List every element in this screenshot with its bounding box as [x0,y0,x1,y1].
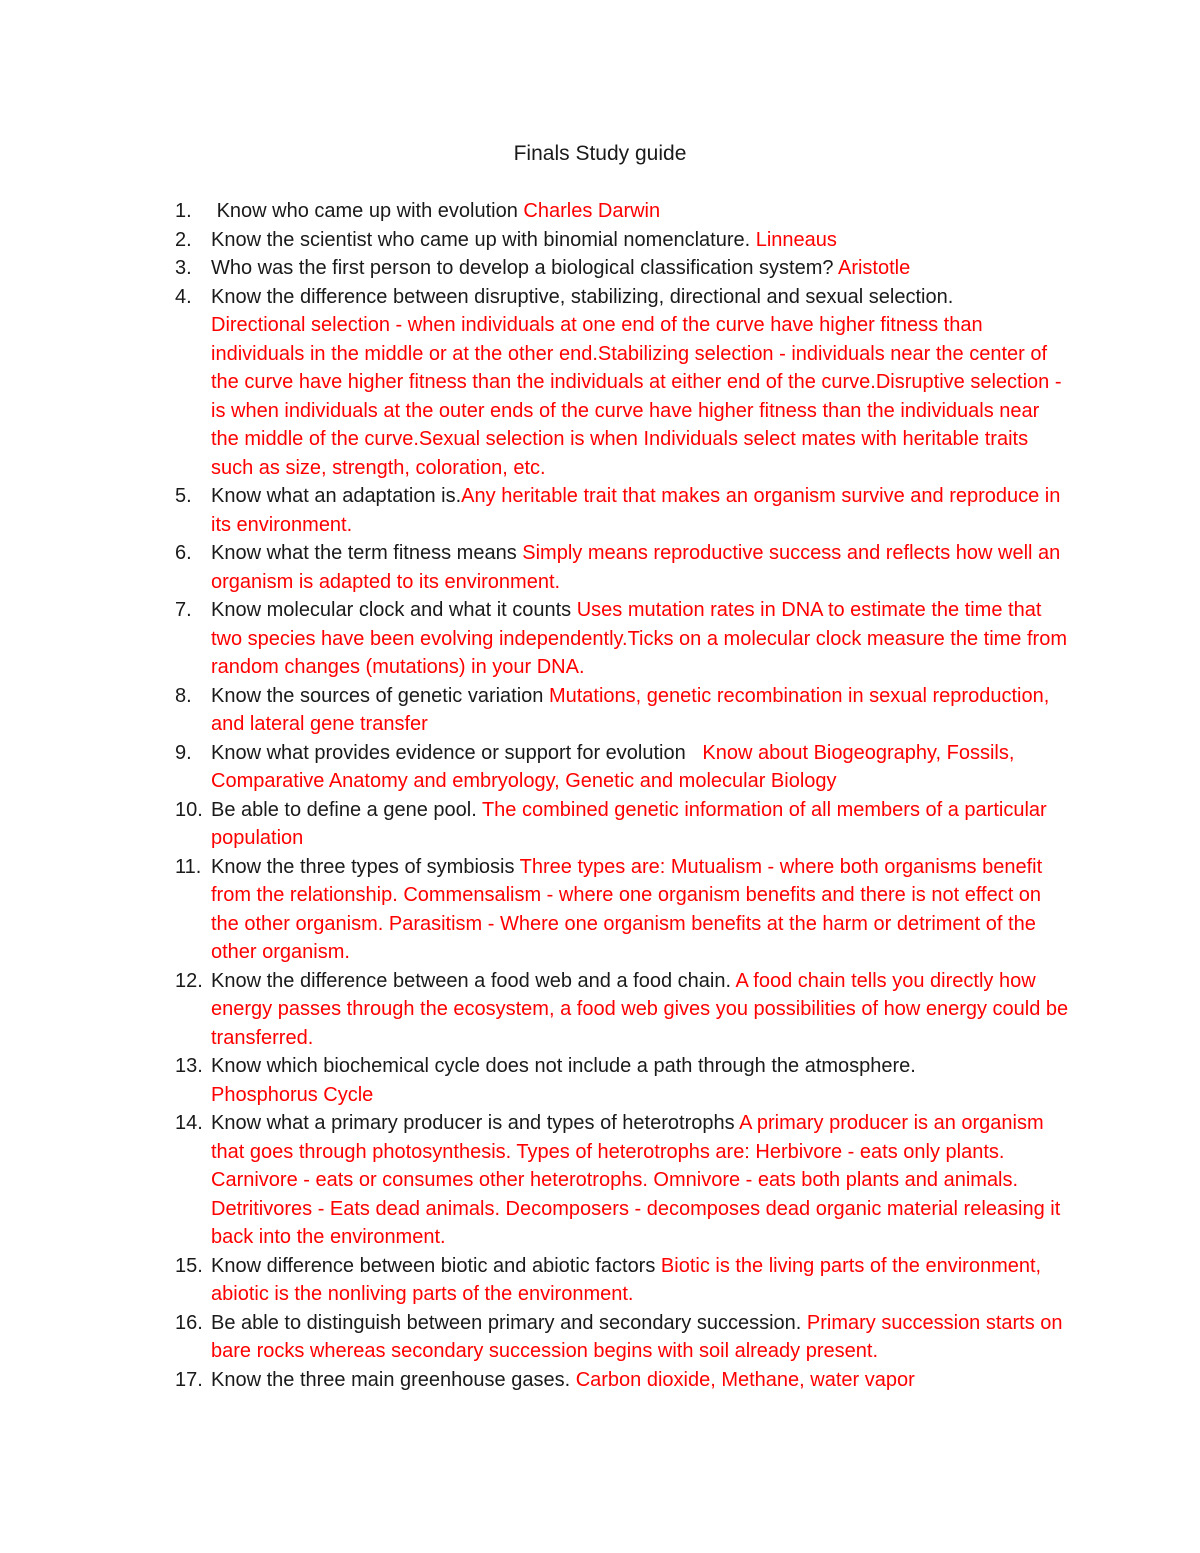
question-item [0,197,1200,226]
question-item [0,226,1200,255]
answer-text: Aristotle [837,257,911,279]
question-item [0,1052,1200,1109]
question-body [211,1052,1071,1109]
question-number: 17. [175,1368,203,1391]
answer-text: Mutations, genetic recombination in sexual reproduction, and lateral gene transfer [211,684,1050,735]
question-text: Know what an adaptation is. [211,485,462,507]
answer-text: Biotic is the living parts of the environment, abiotic is the nonliving parts of the environment. [211,1254,1042,1305]
question-number: 4. [175,285,192,308]
question-number: 9. [175,741,192,764]
answer-text: Charles Darwin [523,200,661,222]
question-body [211,967,1071,1053]
question-number: 2. [175,228,192,251]
question-item [0,1366,1200,1395]
question-item [0,596,1200,682]
question-number: 15. [175,1254,203,1277]
question-text: Who was the first person to develop a biological classification system? [211,257,838,279]
question-body [211,226,1071,255]
question-body [211,682,1071,739]
answer-text: Know about Biogeography, Fossils, Comparative Anatomy and embryology, Genetic and molecular Biology [211,741,1015,792]
question-text: Know the difference between disruptive, stabilizing, directional and sexual selection. [211,285,954,308]
question-number: 3. [175,257,192,279]
question-body [211,482,1071,539]
question-item [0,283,1200,483]
question-item [0,1309,1200,1366]
answer-text: Phosphorus Cycle [211,1083,374,1106]
question-text: Be able to define a gene pool. [211,798,482,821]
question-body [211,197,1071,226]
question-item [0,853,1200,967]
question-number: 10. [175,798,203,821]
question-body [211,853,1071,967]
question-text: Know difference between biotic and abiotic factors [211,1254,661,1277]
question-text: Know the three types of symbiosis [211,855,520,878]
question-item [0,539,1200,596]
answer-text: The combined genetic information of all members of a particular population [211,798,1047,849]
question-body [211,739,1071,796]
question-number: 5. [175,485,192,507]
answer-text: Carbon dioxide, Methane, water vapor [575,1368,915,1391]
question-text: Know who came up with evolution [211,200,524,222]
question-body [211,1252,1071,1309]
question-number: 12. [175,969,203,992]
question-text: Know the scientist who came up with binomial nomenclature. [211,228,756,251]
question-list [0,197,1200,1394]
question-number: 13. [175,1055,203,1077]
question-text: Know the difference between a food web and a food chain. [211,969,736,992]
question-text: Know what the term fitness means [211,542,523,564]
question-text: Know the three main greenhouse gases. [211,1368,576,1391]
question-number: 8. [175,684,192,707]
question-number: 14. [175,1112,203,1134]
question-item [0,1109,1200,1252]
question-body [211,596,1071,682]
question-text: Know which biochemical cycle does not include a path through the atmosphere. [211,1055,916,1077]
question-text: Know what a primary producer is and types of heterotrophs [211,1112,740,1134]
answer-text: Any heritable trait that makes an organism survive and reproduce in its environment. [211,485,1061,536]
answer-text: Simply means reproductive success and reflects how well an organism is adapted to its environment. [211,542,1061,593]
question-body [211,796,1071,853]
question-item [0,796,1200,853]
question-body [211,254,1071,283]
answer-text: Primary succession starts on bare rocks whereas secondary succession begins with soil already present. [211,1311,1063,1362]
question-text: Know molecular clock and what it counts [211,599,577,621]
answer-text: Linneaus [755,228,837,251]
question-item [0,967,1200,1053]
question-item [0,682,1200,739]
question-number: 7. [175,599,192,621]
question-body [211,539,1071,596]
question-number: 16. [175,1311,203,1334]
question-number: 11. [175,855,202,878]
answer-text: Uses mutation rates in DNA to estimate the time that two species have been evolving independently.Ticks on a molecular clock measure the time from random changes (mutations) in your DNA. [211,599,1067,678]
document-title: Finals Study guide [513,142,687,165]
question-body [211,1366,1071,1395]
answer-text: A food chain tells you directly how energy passes through the ecosystem, a food web gives you possibilities of how energy could be transferred. [211,969,1069,1049]
question-item [0,254,1200,283]
question-text: Know what provides evidence or support for evolution [211,741,703,764]
question-item [0,1252,1200,1309]
answer-text: Directional selection - when individuals at one end of the curve have higher fitness than individuals in the middle or at the other end.Stabilizing selection - individuals near the center of the curve have higher fitness than the individuals at either end of the curve.Disruptive selection - is when individuals at the outer ends of the curve have higher fitness than the individuals near the middle of the curve.Sexual selection is when Individuals select mates with heritable traits such as size, strength, coloration, etc. [211,314,1062,479]
question-body [211,1309,1071,1366]
question-item [0,739,1200,796]
question-body [211,283,1071,483]
question-text: Know the sources of genetic variation [211,684,549,707]
answer-text: A primary producer is an organism that goes through photosynthesis. Types of heterotrophs are: Herbivore - eats only plants. Carnivore - eats or consumes other heterotrophs. Omnivore - eats both plants and animals. Detritivores - Eats dead animals. Decomposers - decomposes dead organic material releasing it back into the environment. [211,1112,1061,1248]
question-number: 6. [175,542,192,564]
question-body [211,1109,1071,1252]
answer-text: Three types are: Mutualism - where both organisms benefit from the relationship. Commensalism - where one organism benefits and there is not effect on the other organism. Parasitism - Where one organism benefits at the harm or detriment of the other organism. [211,855,1043,963]
question-item [0,482,1200,539]
question-text: Be able to distinguish between primary and secondary succession. [211,1311,807,1334]
question-number: 1. [175,200,192,222]
